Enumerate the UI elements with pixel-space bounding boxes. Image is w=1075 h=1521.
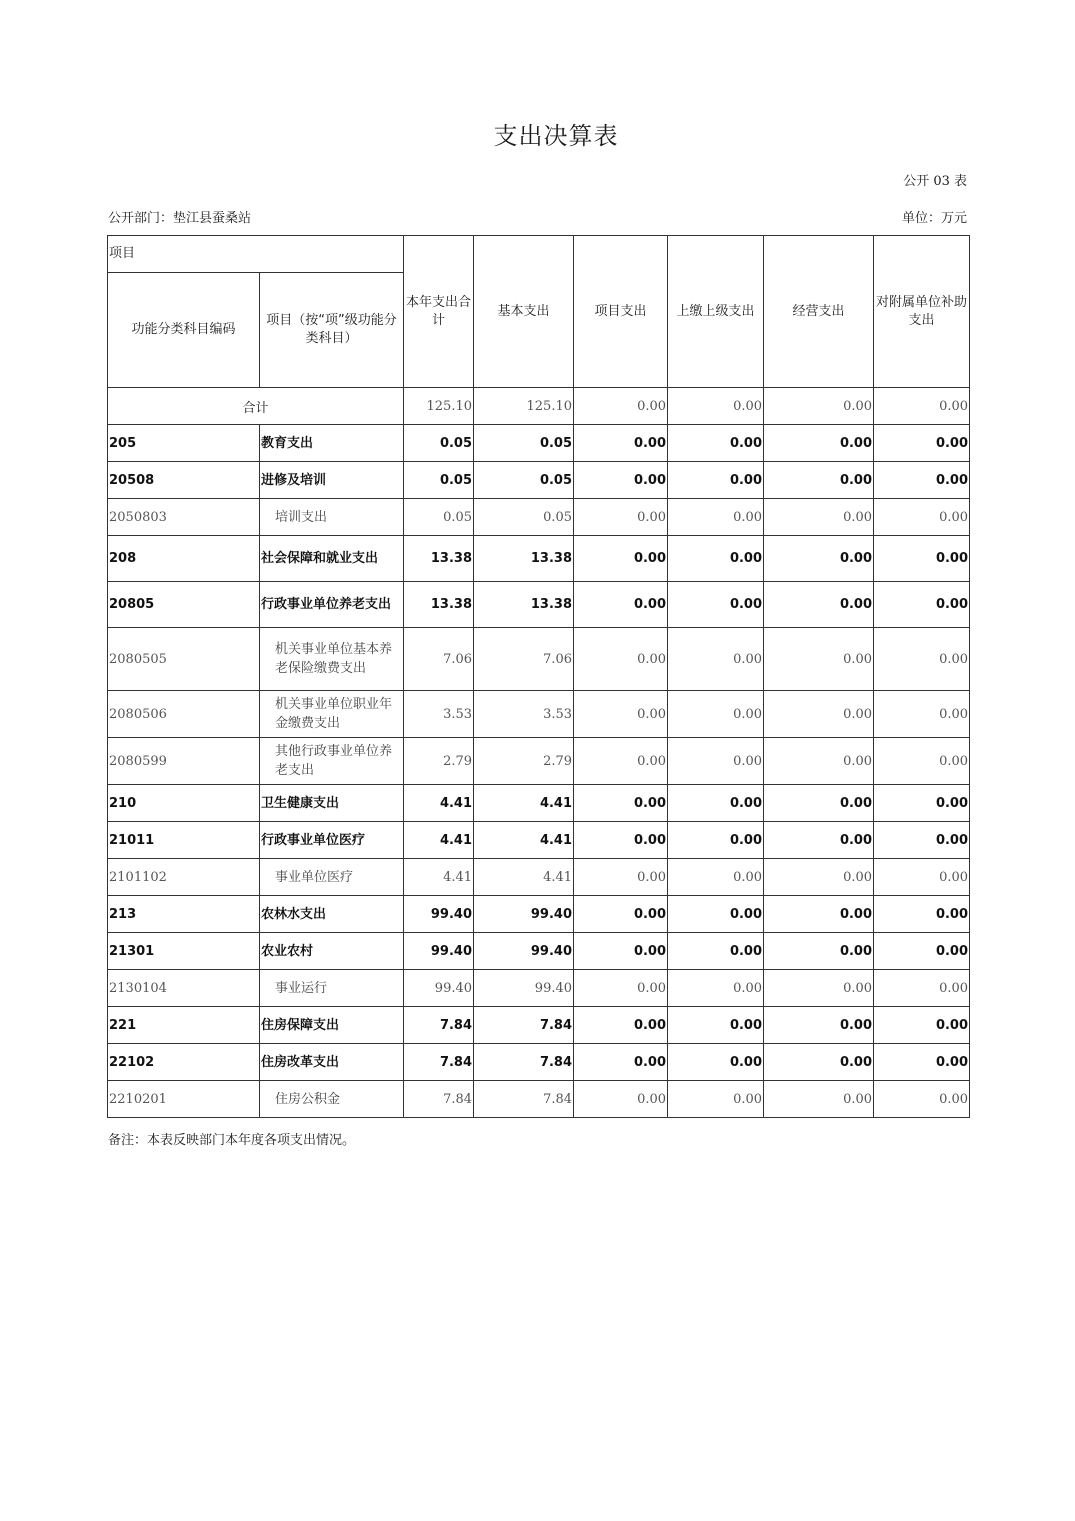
header-subsidy: 对附属单位补助支出 [874, 236, 970, 388]
row-value: 0.00 [668, 582, 764, 628]
total-cell: 125.10 [404, 388, 474, 425]
row-value: 0.00 [668, 536, 764, 582]
row-value: 0.00 [574, 970, 668, 1007]
row-name: 事业单位医疗 [260, 859, 404, 896]
header-basic: 基本支出 [474, 236, 574, 388]
row-value: 0.00 [668, 970, 764, 1007]
row-code: 2210201 [108, 1081, 260, 1118]
department-label: 公开部门：垫江县蚕桑站 [108, 211, 252, 226]
row-value: 0.00 [874, 933, 970, 970]
row-value: 0.05 [474, 425, 574, 462]
header-business: 经营支出 [764, 236, 874, 388]
row-value: 0.00 [574, 628, 668, 691]
table-row [108, 462, 970, 499]
table-row [108, 582, 970, 628]
expenditure-table [107, 235, 970, 1118]
row-name: 事业运行 [260, 970, 404, 1007]
row-value: 0.00 [574, 425, 668, 462]
row-value: 0.00 [764, 785, 874, 822]
row-value: 0.00 [874, 499, 970, 536]
total-row [108, 388, 970, 425]
table-row [108, 933, 970, 970]
row-value: 0.00 [668, 499, 764, 536]
row-value: 0.00 [668, 859, 764, 896]
row-value: 0.00 [574, 1044, 668, 1081]
header-code: 功能分类科目编码 [108, 273, 260, 388]
row-name: 进修及培训 [260, 462, 404, 499]
row-value: 99.40 [474, 933, 574, 970]
row-code: 20805 [108, 582, 260, 628]
row-value: 0.00 [874, 859, 970, 896]
row-name: 农业农村 [260, 933, 404, 970]
row-value: 0.00 [874, 970, 970, 1007]
row-value: 0.00 [668, 691, 764, 738]
row-value: 99.40 [474, 896, 574, 933]
total-cell: 0.00 [574, 388, 668, 425]
row-value: 4.41 [474, 822, 574, 859]
row-value: 0.00 [668, 785, 764, 822]
table-row [108, 785, 970, 822]
table-row [108, 499, 970, 536]
row-value: 0.00 [668, 933, 764, 970]
row-value: 7.84 [474, 1044, 574, 1081]
row-code: 2080599 [108, 738, 260, 785]
row-value: 0.00 [764, 499, 874, 536]
row-name: 教育支出 [260, 425, 404, 462]
row-value: 0.00 [668, 1081, 764, 1118]
table-header [108, 236, 970, 388]
row-value: 99.40 [404, 896, 474, 933]
row-code: 2080505 [108, 628, 260, 691]
row-value: 0.05 [404, 425, 474, 462]
row-value: 0.00 [874, 425, 970, 462]
row-value: 0.00 [668, 425, 764, 462]
header-total: 本年支出合计 [404, 236, 474, 388]
row-value: 0.00 [764, 691, 874, 738]
row-name: 卫生健康支出 [260, 785, 404, 822]
row-value: 0.00 [764, 970, 874, 1007]
table-row [108, 1081, 970, 1118]
table-row [108, 859, 970, 896]
row-value: 0.00 [764, 462, 874, 499]
row-name: 机关事业单位基本养老保险缴费支出 [260, 628, 404, 691]
row-name: 农林水支出 [260, 896, 404, 933]
row-name: 机关事业单位职业年金缴费支出 [260, 691, 404, 738]
row-code: 2130104 [108, 970, 260, 1007]
total-cell: 0.00 [764, 388, 874, 425]
row-value: 0.00 [874, 582, 970, 628]
row-value: 7.84 [474, 1007, 574, 1044]
row-value: 0.00 [764, 859, 874, 896]
row-value: 0.00 [874, 1044, 970, 1081]
row-value: 0.00 [574, 738, 668, 785]
table-row [108, 628, 970, 691]
row-value: 0.00 [574, 896, 668, 933]
table-row [108, 536, 970, 582]
row-value: 99.40 [404, 933, 474, 970]
total-cell: 0.00 [874, 388, 970, 425]
row-value: 4.41 [404, 822, 474, 859]
row-value: 7.06 [404, 628, 474, 691]
total-label: 合计 [108, 388, 404, 425]
row-value: 7.84 [474, 1081, 574, 1118]
row-value: 0.00 [874, 462, 970, 499]
row-value: 0.00 [874, 628, 970, 691]
row-value: 0.00 [874, 738, 970, 785]
row-value: 0.00 [668, 628, 764, 691]
table-body [108, 388, 970, 1118]
table-row [108, 970, 970, 1007]
row-name: 住房保障支出 [260, 1007, 404, 1044]
row-value: 0.00 [764, 536, 874, 582]
row-value: 0.00 [874, 536, 970, 582]
row-value: 0.00 [574, 1081, 668, 1118]
row-name: 培训支出 [260, 499, 404, 536]
row-value: 4.41 [474, 785, 574, 822]
row-value: 0.00 [574, 822, 668, 859]
row-value: 0.00 [764, 1007, 874, 1044]
unit-label: 单位：万元 [901, 211, 967, 226]
row-value: 0.00 [574, 536, 668, 582]
row-value: 0.05 [474, 462, 574, 499]
row-value: 7.06 [474, 628, 574, 691]
row-value: 0.00 [764, 582, 874, 628]
row-value: 0.00 [764, 822, 874, 859]
row-value: 0.00 [668, 462, 764, 499]
page-title: 支出决算表 [493, 122, 619, 150]
row-value: 0.00 [668, 1044, 764, 1081]
row-code: 205 [108, 425, 260, 462]
header-project: 项目支出 [574, 236, 668, 388]
table-row [108, 691, 970, 738]
row-value: 4.41 [474, 859, 574, 896]
row-code: 21011 [108, 822, 260, 859]
row-value: 0.00 [764, 628, 874, 691]
row-value: 2.79 [404, 738, 474, 785]
row-name: 其他行政事业单位养老支出 [260, 738, 404, 785]
row-code: 208 [108, 536, 260, 582]
row-value: 0.00 [574, 582, 668, 628]
row-code: 213 [108, 896, 260, 933]
row-value: 0.00 [764, 738, 874, 785]
row-code: 22102 [108, 1044, 260, 1081]
header-item: 项目 [108, 236, 404, 273]
row-name: 行政事业单位养老支出 [260, 582, 404, 628]
table-row [108, 822, 970, 859]
row-name: 行政事业单位医疗 [260, 822, 404, 859]
row-value: 0.05 [404, 462, 474, 499]
row-value: 0.00 [764, 1081, 874, 1118]
row-value: 4.41 [404, 785, 474, 822]
row-value: 7.84 [404, 1044, 474, 1081]
row-code: 210 [108, 785, 260, 822]
row-code: 20508 [108, 462, 260, 499]
row-code: 2080506 [108, 691, 260, 738]
row-value: 13.38 [474, 536, 574, 582]
row-value: 0.00 [574, 933, 668, 970]
row-value: 0.00 [668, 1007, 764, 1044]
row-name: 住房改革支出 [260, 1044, 404, 1081]
footnote: 备注：本表反映部门本年度各项支出情况。 [108, 1133, 356, 1148]
row-value: 4.41 [404, 859, 474, 896]
row-name: 住房公积金 [260, 1081, 404, 1118]
row-value: 0.00 [874, 691, 970, 738]
row-value: 7.84 [404, 1081, 474, 1118]
header-upper: 上缴上级支出 [668, 236, 764, 388]
row-value: 13.38 [474, 582, 574, 628]
row-value: 0.00 [668, 738, 764, 785]
row-value: 0.00 [574, 691, 668, 738]
row-value: 99.40 [404, 970, 474, 1007]
row-code: 221 [108, 1007, 260, 1044]
row-value: 99.40 [474, 970, 574, 1007]
row-value: 0.00 [574, 462, 668, 499]
table-row [108, 896, 970, 933]
table-row [108, 738, 970, 785]
row-value: 0.00 [574, 499, 668, 536]
row-code: 21301 [108, 933, 260, 970]
row-value: 13.38 [404, 582, 474, 628]
row-value: 0.00 [874, 822, 970, 859]
header-name: 项目（按“项”级功能分类科目） [260, 273, 404, 388]
row-value: 3.53 [404, 691, 474, 738]
row-value: 0.00 [874, 1081, 970, 1118]
row-value: 0.00 [574, 859, 668, 896]
row-name: 社会保障和就业支出 [260, 536, 404, 582]
total-cell: 0.00 [668, 388, 764, 425]
row-value: 0.00 [874, 1007, 970, 1044]
row-value: 0.00 [764, 933, 874, 970]
form-number: 公开 03 表 [903, 174, 967, 189]
row-value: 0.00 [668, 896, 764, 933]
row-value: 0.00 [668, 822, 764, 859]
table-row [108, 1007, 970, 1044]
row-value: 3.53 [474, 691, 574, 738]
row-value: 0.05 [474, 499, 574, 536]
row-value: 0.00 [764, 1044, 874, 1081]
table-row [108, 1044, 970, 1081]
total-cell: 125.10 [474, 388, 574, 425]
row-value: 0.05 [404, 499, 474, 536]
row-value: 7.84 [404, 1007, 474, 1044]
row-value: 0.00 [764, 896, 874, 933]
row-value: 13.38 [404, 536, 474, 582]
row-value: 0.00 [874, 896, 970, 933]
row-value: 0.00 [574, 1007, 668, 1044]
row-code: 2101102 [108, 859, 260, 896]
table-row [108, 425, 970, 462]
row-code: 2050803 [108, 499, 260, 536]
row-value: 0.00 [874, 785, 970, 822]
row-value: 0.00 [764, 425, 874, 462]
row-value: 2.79 [474, 738, 574, 785]
row-value: 0.00 [574, 785, 668, 822]
